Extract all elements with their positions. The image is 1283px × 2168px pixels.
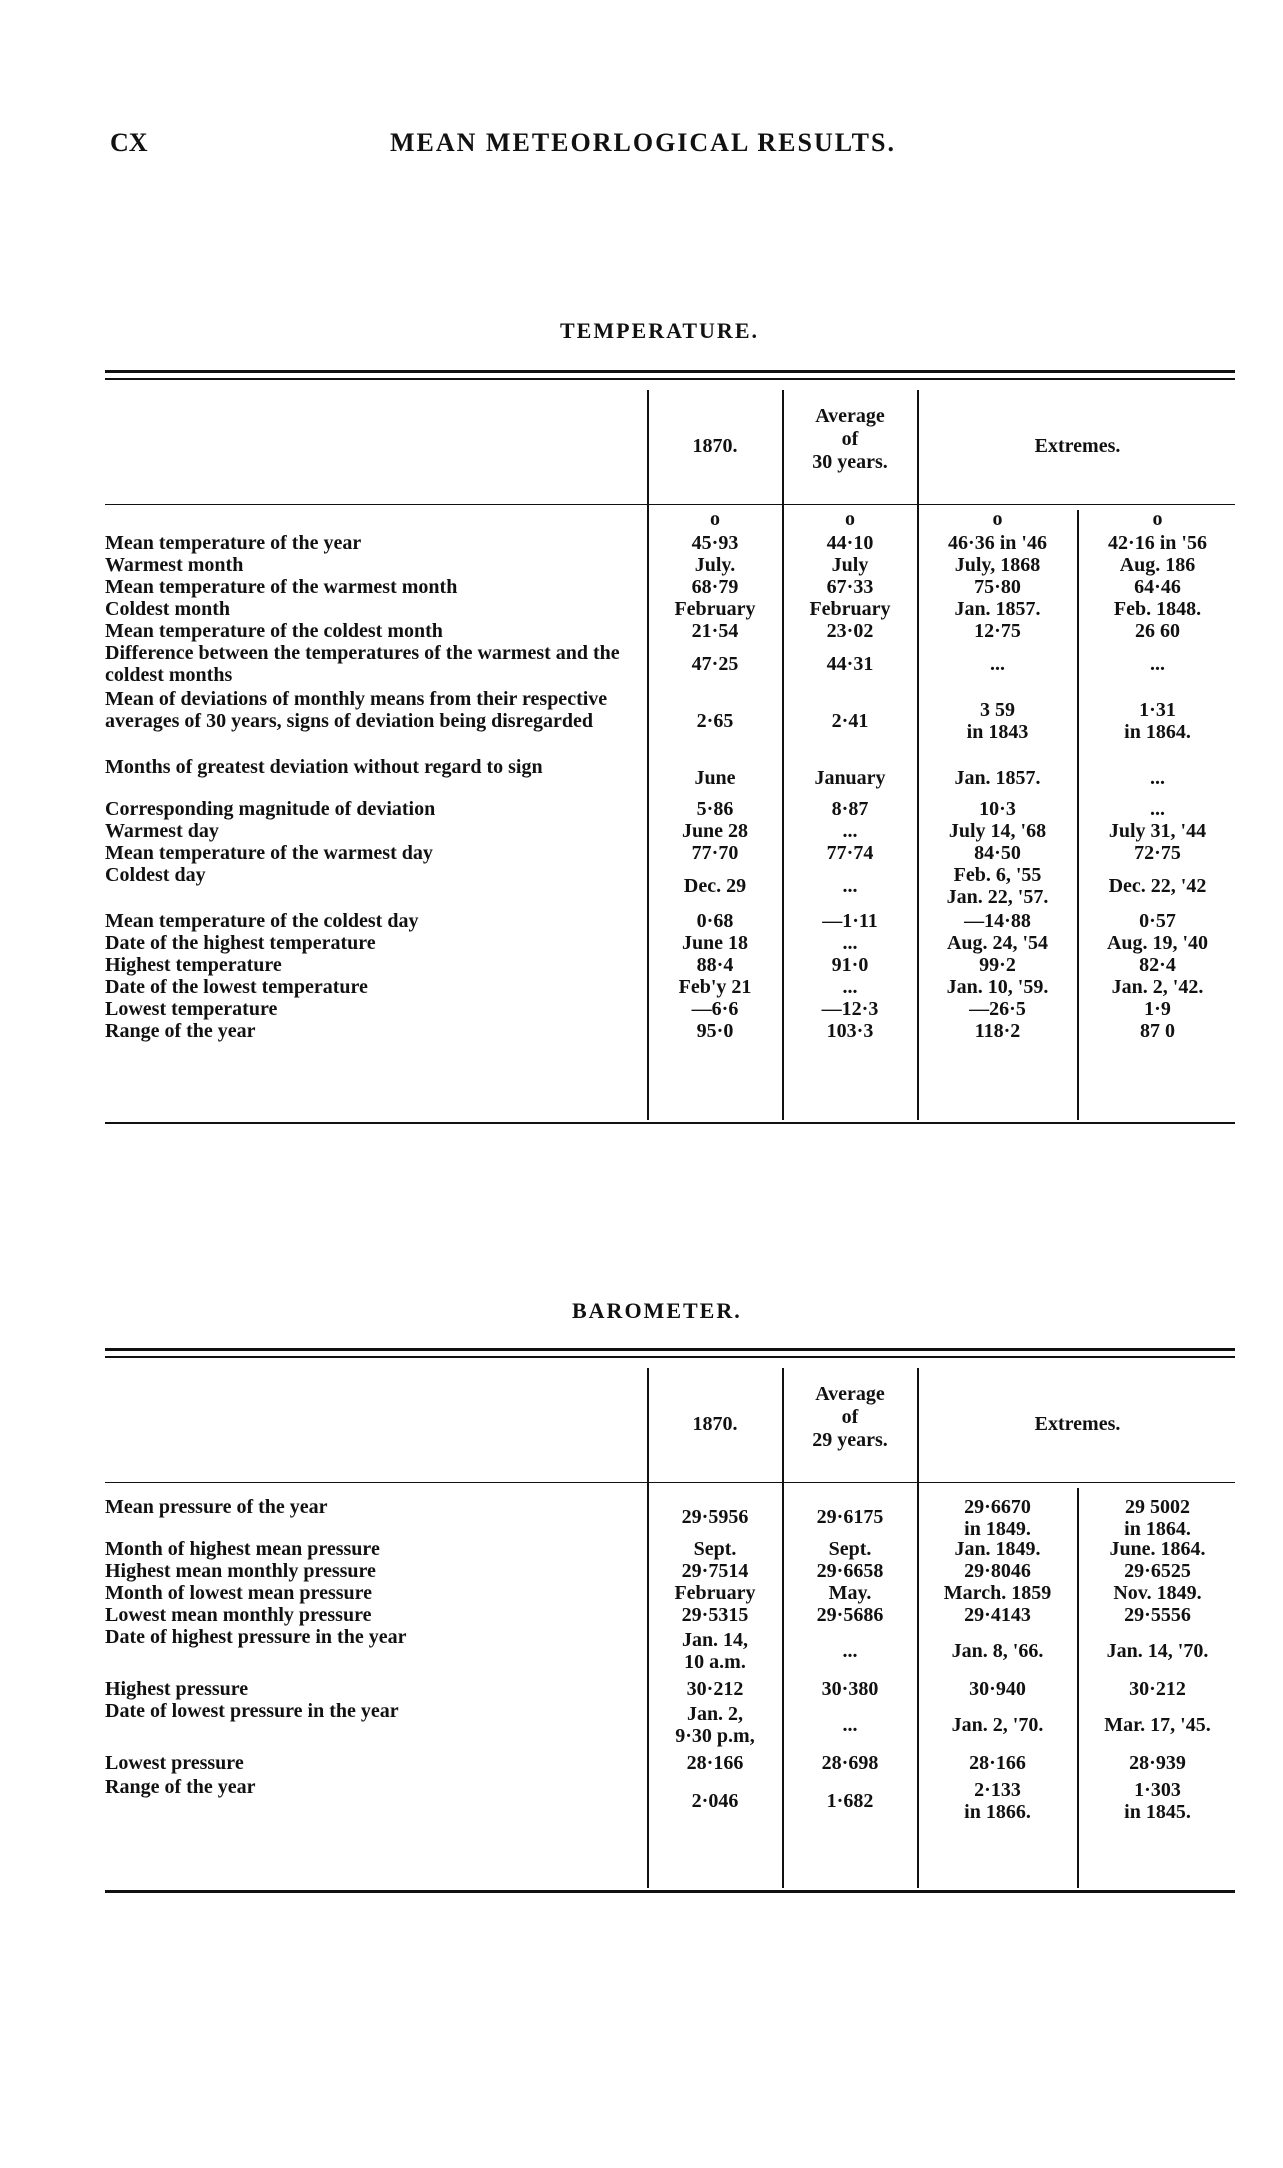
cell-c1: Jan. 14, 10 a.m. <box>681 1629 749 1673</box>
temperature-row <box>105 756 1235 800</box>
barometer-top-rule <box>105 1348 1235 1351</box>
cell-c4: 42·16 in '56 <box>1108 532 1207 554</box>
baro-header-extremes: Extremes. <box>1034 1413 1121 1435</box>
temperature-row <box>105 642 1235 686</box>
cell-c2: 29·6658 <box>816 1560 884 1582</box>
cell-c2: 29·5686 <box>816 1604 884 1626</box>
cell-c1: 29·7514 <box>681 1560 749 1582</box>
cell-c2: Sept. <box>828 1538 872 1560</box>
cell-c4: ... <box>1150 798 1165 820</box>
cell-c3: 29·8046 <box>964 1560 1031 1582</box>
cell-c1: 28·166 <box>686 1752 744 1774</box>
cell-c4: June. 1864. <box>1109 1538 1206 1560</box>
barometer-row <box>105 1560 1235 1582</box>
temperature-row <box>105 532 1235 554</box>
row-label: Lowest mean monthly pressure <box>105 1604 372 1626</box>
cell-c2: 28·698 <box>821 1752 879 1774</box>
row-label: Range of the year <box>105 1776 256 1798</box>
cell-c1: February <box>674 1582 756 1604</box>
row-label: Corresponding magnitude of deviation <box>105 798 436 820</box>
cell-c2: —12·3 <box>821 998 879 1020</box>
cell-c2: 1·682 <box>826 1790 874 1812</box>
barometer-table <box>105 1358 1235 1918</box>
cell-c1: Jan. 2, 9·30 p.m, <box>675 1703 755 1747</box>
row-label: Warmest day <box>105 820 219 842</box>
cell-c2: ... <box>842 932 858 954</box>
cell-c4: Aug. 19, '40 <box>1106 932 1209 954</box>
cell-c3: —14·88 <box>964 910 1031 932</box>
barometer-row <box>105 1776 1235 1826</box>
row-label: Range of the year <box>105 1020 256 1042</box>
barometer-row <box>105 1604 1235 1626</box>
row-label: Date of highest pressure in the year <box>105 1626 407 1648</box>
temperature-table <box>105 380 1235 1140</box>
temperature-row <box>105 954 1235 976</box>
cell-c4: 82·4 <box>1139 954 1176 976</box>
row-label: Mean temperature of the warmest day <box>105 842 433 864</box>
cell-c1: 95·0 <box>696 1020 734 1042</box>
cell-c3: —26·5 <box>969 998 1026 1020</box>
degree-mark: o <box>845 508 855 530</box>
row-label: Months of greatest deviation without regard to sign <box>105 756 543 778</box>
cell-c3: 29·4143 <box>964 1604 1031 1626</box>
baro-header-average: Average of 29 years. <box>812 1383 888 1451</box>
cell-c2: ... <box>842 976 858 998</box>
cell-c1: 29·5315 <box>681 1604 749 1626</box>
row-label: Mean temperature of the coldest day <box>105 910 419 932</box>
degree-mark: o <box>710 508 720 530</box>
barometer-row <box>105 1496 1235 1538</box>
temp-header-1870: 1870. <box>692 435 738 457</box>
row-label: Highest mean monthly pressure <box>105 1560 376 1582</box>
row-label: Mean temperature of the warmest month <box>105 576 458 598</box>
running-title: MEAN METEORLOGICAL RESULTS. <box>390 128 896 157</box>
row-label: Highest temperature <box>105 954 282 976</box>
temperature-row <box>105 998 1235 1020</box>
cell-c4: 1·303 in 1845. <box>1124 1779 1191 1823</box>
temperature-row <box>105 820 1235 842</box>
baro-header-1870: 1870. <box>692 1413 738 1435</box>
cell-c3: July, 1868 <box>954 554 1041 576</box>
cell-c2: ... <box>842 820 858 842</box>
cell-c1: June 18 <box>681 932 749 954</box>
cell-c2: —1·11 <box>822 910 878 932</box>
cell-c4: 1·31 in 1864. <box>1124 699 1191 743</box>
row-label: Mean temperature of the year <box>105 532 362 554</box>
cell-c3: Jan. 8, '66. <box>951 1640 1044 1662</box>
cell-c4: 26 60 <box>1135 620 1180 642</box>
cell-c4: ... <box>1150 767 1165 789</box>
temperature-title: TEMPERATURE. <box>560 318 759 343</box>
cell-c2: May. <box>828 1582 872 1604</box>
running-header <box>110 128 1240 168</box>
temperature-row <box>105 598 1235 620</box>
cell-c4: 29·6525 <box>1124 1560 1191 1582</box>
cell-c4: Mar. 17, '45. <box>1104 1714 1211 1736</box>
temperature-row <box>105 932 1235 954</box>
temperature-row <box>105 976 1235 998</box>
cell-c4: July 31, '44 <box>1108 820 1207 842</box>
row-label: Date of lowest pressure in the year <box>105 1700 399 1722</box>
temperature-row <box>105 576 1235 598</box>
temp-header-average: Average of 30 years. <box>812 405 888 473</box>
cell-c1: 88·4 <box>696 954 734 976</box>
baro-header-rule <box>105 1482 1235 1483</box>
cell-c4: Jan. 14, '70. <box>1106 1640 1209 1662</box>
cell-c4: Aug. 186 <box>1119 554 1196 576</box>
temperature-row <box>105 910 1235 932</box>
cell-c4: 72·75 <box>1134 842 1181 864</box>
cell-c4: ... <box>1150 653 1165 675</box>
cell-c4: Jan. 2, '42. <box>1111 976 1204 998</box>
cell-c2: July <box>831 554 869 576</box>
cell-c3: Jan. 2, '70. <box>951 1714 1044 1736</box>
temperature-row <box>105 864 1235 908</box>
cell-c3: 118·2 <box>974 1020 1021 1042</box>
row-label: Month of lowest mean pressure <box>105 1582 373 1604</box>
cell-c1: 21·54 <box>691 620 739 642</box>
row-label: Mean temperature of the coldest month <box>105 620 443 642</box>
cell-c1: 68·79 <box>691 576 739 598</box>
row-label: Highest pressure <box>105 1678 249 1700</box>
cell-c3: 10·3 <box>979 798 1016 820</box>
cell-c2: 77·74 <box>826 842 874 864</box>
cell-c2: 30·380 <box>821 1678 879 1700</box>
cell-c3: July 14, '68 <box>948 820 1047 842</box>
cell-c3: Feb. 6, '55 Jan. 22, '57. <box>946 864 1049 908</box>
row-label: Mean of deviations of monthly means from their respective averages of 30 years, signs of deviation being disregarded <box>105 688 608 732</box>
cell-c4: 1·9 <box>1144 998 1171 1020</box>
row-label: Difference between the temperatures of the warmest and the coldest months <box>105 642 620 686</box>
temperature-row <box>105 620 1235 642</box>
barometer-row <box>105 1678 1235 1700</box>
cell-c3: Jan. 10, '59. <box>946 976 1049 998</box>
row-label: Coldest month <box>105 598 231 620</box>
cell-c1: June 28 <box>681 820 749 842</box>
cell-c3: 28·166 <box>969 1752 1026 1774</box>
cell-c2: 23·02 <box>826 620 874 642</box>
cell-c2: 44·31 <box>826 653 874 675</box>
cell-c3: 2·133 in 1866. <box>964 1779 1031 1823</box>
cell-c4: 29·5556 <box>1124 1604 1191 1626</box>
cell-c3: ... <box>990 653 1005 675</box>
cell-c3: March. 1859 <box>943 1582 1052 1604</box>
cell-c1: Feb'y 21 <box>678 976 752 998</box>
cell-c1: Sept. <box>693 1538 737 1560</box>
cell-c3: Jan. 1857. <box>954 767 1041 789</box>
cell-c2: 44·10 <box>826 532 874 554</box>
cell-c3: Jan. 1857. <box>954 598 1041 620</box>
cell-c1: Dec. 29 <box>683 875 747 897</box>
temperature-row <box>105 1020 1235 1042</box>
row-label: Date of the highest temperature <box>105 932 376 954</box>
cell-c1: February <box>674 598 756 620</box>
row-label: Lowest temperature <box>105 998 278 1020</box>
cell-c4: Dec. 22, '42 <box>1108 875 1207 897</box>
temperature-row <box>105 798 1235 820</box>
row-label: Date of the lowest temperature <box>105 976 368 998</box>
cell-c2: ... <box>842 875 858 897</box>
cell-c2: 67·33 <box>826 576 874 598</box>
cell-c3: 84·50 <box>974 842 1021 864</box>
temperature-row <box>105 554 1235 576</box>
cell-c3: 29·6670 in 1849. <box>964 1496 1031 1540</box>
cell-c2: 8·87 <box>831 798 869 820</box>
degree-mark: o <box>992 508 1003 530</box>
barometer-row <box>105 1538 1235 1560</box>
barometer-row <box>105 1582 1235 1604</box>
temperature-row <box>105 842 1235 864</box>
cell-c1: 29·5956 <box>681 1506 749 1528</box>
cell-c1: 77·70 <box>691 842 739 864</box>
temp-header-rule <box>105 504 1235 505</box>
barometer-title: BAROMETER. <box>572 1298 742 1323</box>
barometer-row <box>105 1700 1235 1750</box>
temperature-row <box>105 688 1235 754</box>
cell-c2: ... <box>842 1714 858 1736</box>
temperature-top-rule <box>105 370 1235 373</box>
cell-c3: Jan. 1849. <box>954 1538 1041 1560</box>
cell-c1: 47·25 <box>691 653 739 675</box>
cell-c3: 12·75 <box>974 620 1021 642</box>
row-label: Mean pressure of the year <box>105 1496 328 1518</box>
cell-c1: 5·86 <box>696 798 734 820</box>
cell-c4: Nov. 1849. <box>1113 1582 1202 1604</box>
cell-c1: —6·6 <box>691 998 739 1020</box>
temp-degree-row <box>105 508 1235 530</box>
row-label: Coldest day <box>105 864 206 886</box>
cell-c2: January <box>814 767 886 789</box>
baro-bottom-rule <box>105 1890 1235 1893</box>
cell-c3: Aug. 24, '54 <box>946 932 1049 954</box>
cell-c2: ... <box>842 1640 858 1662</box>
row-label: Month of highest mean pressure <box>105 1538 380 1560</box>
barometer-row <box>105 1626 1235 1676</box>
cell-c3: 46·36 in '46 <box>948 532 1047 554</box>
cell-c4: Feb. 1848. <box>1113 598 1202 620</box>
cell-c1: 2·65 <box>696 710 734 732</box>
cell-c3: 3 59 in 1843 <box>966 699 1029 743</box>
cell-c2: 91·0 <box>831 954 869 976</box>
cell-c4: 0·57 <box>1139 910 1176 932</box>
temp-bottom-rule <box>105 1122 1235 1124</box>
cell-c1: June <box>694 767 736 789</box>
cell-c3: 99·2 <box>979 954 1016 976</box>
barometer-row <box>105 1752 1235 1774</box>
cell-c4: 29 5002 in 1864. <box>1124 1496 1191 1540</box>
cell-c4: 87 0 <box>1140 1020 1175 1042</box>
degree-mark: o <box>1152 508 1163 530</box>
cell-c3: 75·80 <box>974 576 1021 598</box>
cell-c1: 0·68 <box>696 910 734 932</box>
cell-c3: 30·940 <box>969 1678 1026 1700</box>
cell-c4: 30·212 <box>1129 1678 1186 1700</box>
cell-c1: 2·046 <box>691 1790 739 1812</box>
cell-c2: February <box>809 598 891 620</box>
temp-header-extremes: Extremes. <box>1034 435 1121 457</box>
cell-c2: 29·6175 <box>816 1506 884 1528</box>
cell-c1: 30·212 <box>686 1678 744 1700</box>
cell-c1: July. <box>694 554 736 576</box>
row-label: Warmest month <box>105 554 244 576</box>
page-number: CX <box>110 128 148 157</box>
cell-c4: 28·939 <box>1129 1752 1186 1774</box>
row-label: Lowest pressure <box>105 1752 244 1774</box>
cell-c2: 103·3 <box>826 1020 874 1042</box>
cell-c2: 2·41 <box>831 710 869 732</box>
cell-c1: 45·93 <box>691 532 739 554</box>
cell-c4: 64·46 <box>1134 576 1181 598</box>
